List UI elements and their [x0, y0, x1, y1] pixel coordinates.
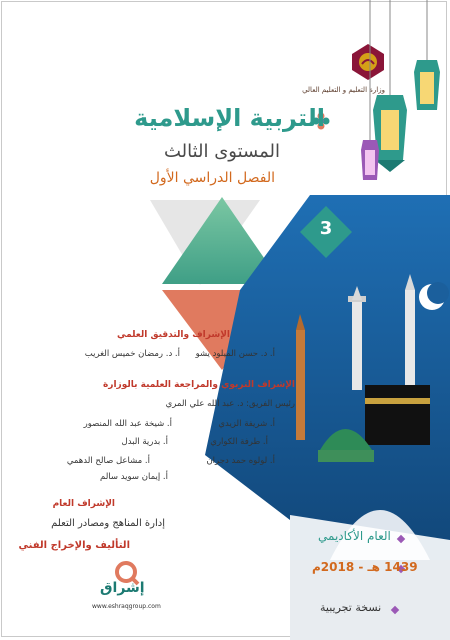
credit-name: أ. د. رمضان خميس الغريب [84, 349, 180, 359]
credit-name: أ. بدرية البدل [121, 437, 168, 447]
team-leader: رئيس الفريق: د. عبد الله علي المري [165, 399, 295, 409]
level-label: المستوى الثالث [163, 141, 280, 162]
level-number-badge: 3 [319, 218, 333, 239]
publisher-url[interactable]: www.eshraqgroup.com [92, 603, 161, 610]
credit-name: أ. د. حسن الميلود يشو [195, 349, 275, 359]
authoring-heading: التأليف والإخراج الفني [18, 540, 130, 551]
credit-name: أ. لولوه حمد دجران [206, 456, 275, 466]
publisher-name: إشراق [100, 580, 145, 596]
trial-edition-label: نسخة تجريبية [320, 601, 382, 614]
book-title: التربية الإسلامية [134, 104, 325, 132]
scientific-supervision-heading: الإشراف والتدقيق العلمي [116, 330, 230, 340]
credit-name: أ. طرفة الكواري [210, 437, 268, 447]
credit-name: أ. شيخة عبد الله المنصور [83, 419, 172, 429]
credit-name: أ. إيمان سويد سالم [100, 472, 168, 482]
general-supervision-body: إدارة المناهج ومصادر التعلم [51, 518, 165, 529]
term-label: الفصل الدراسي الأول [149, 170, 275, 186]
ministry-name: وزارة التعليم و التعليم العالي [302, 86, 385, 94]
general-supervision-heading: الإشراف العام [52, 499, 115, 509]
educational-supervision-heading: الإشراف التربوي والمراجعة العلمية بالوزارة [102, 380, 295, 390]
academic-year-value: 1439 هـ - 2018م [312, 560, 418, 574]
academic-year-label: العام الأكاديمي [318, 529, 391, 543]
credit-name: أ. شريفة الزيدي [218, 419, 275, 429]
credit-name: أ. مشاعل صالح الدهمي [66, 456, 150, 466]
